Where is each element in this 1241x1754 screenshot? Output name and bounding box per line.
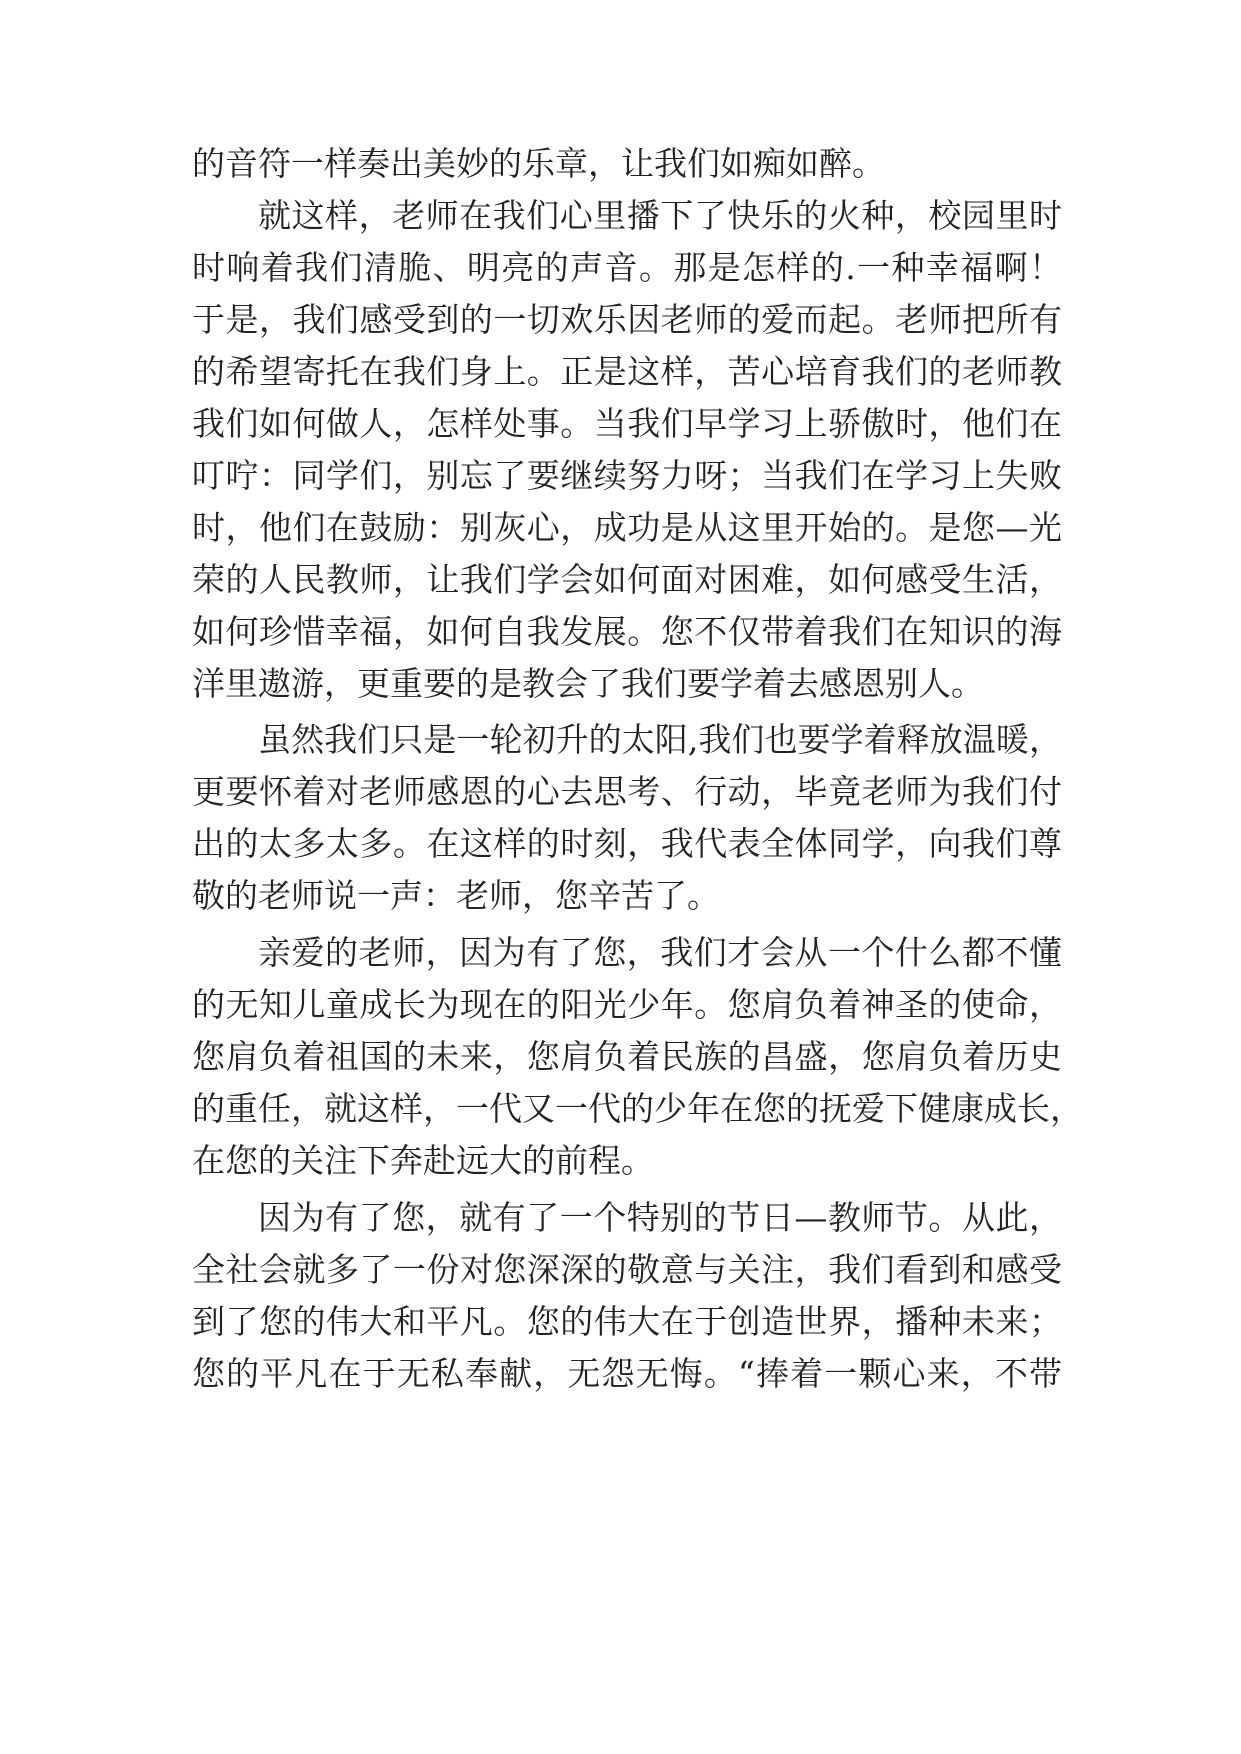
text-line: 出的太多太多。在这样的时刻，我代表全体同学，向我们尊 xyxy=(192,824,1062,863)
text-line: 敬的老师说一声：老师，您辛苦了。 xyxy=(192,876,720,915)
text-line: 因为有了您，就有了一个特别的节日—教师节。从此， xyxy=(258,1198,1062,1237)
text-line: 的音符一样奏出美妙的乐章，让我们如痴如醉。 xyxy=(192,144,885,183)
text-line: 到了您的伟大和平凡。您的伟大在于创造世界，播种未来； xyxy=(192,1302,1062,1341)
text-line: 时响着我们清脆、明亮的声音。那是怎样的.一种幸福啊！ xyxy=(192,248,1062,287)
text-line: 在您的关注下奔赴远大的前程。 xyxy=(192,1141,654,1180)
text-line: 亲爱的老师，因为有了您，我们才会从一个什么都不懂 xyxy=(258,933,1062,972)
text-line: 洋里遨游，更重要的是教会了我们要学着去感恩别人。 xyxy=(192,664,984,703)
text-line: 您的平凡在于无私奉献，无怨无悔。“捧着一颗心来，不带 xyxy=(192,1354,1062,1393)
text-line: 更要怀着对老师感恩的心去思考、行动，毕竟老师为我们付 xyxy=(192,772,1062,811)
text-line: 您肩负着祖国的未来，您肩负着民族的昌盛，您肩负着历史 xyxy=(192,1037,1062,1076)
text-line: 就这样，老师在我们心里播下了快乐的火种，校园里时 xyxy=(258,196,1062,235)
text-line: 如何珍惜幸福，如何自我发展。您不仅带着我们在知识的海 xyxy=(192,612,1062,651)
text-line: 我们如何做人，怎样处事。当我们早学习上骄傲时，他们在 xyxy=(192,404,1062,443)
text-line: 全社会就多了一份对您深深的敬意与关注，我们看到和感受 xyxy=(192,1250,1062,1289)
text-line: 的无知儿童成长为现在的阳光少年。您肩负着神圣的使命， xyxy=(192,985,1062,1024)
text-line: 叮咛：同学们，别忘了要继续努力呀；当我们在学习上失败 xyxy=(192,456,1062,495)
text-line: 虽然我们只是一轮初升的太阳,我们也要学着释放温暖， xyxy=(258,720,1062,759)
text-line: 的希望寄托在我们身上。正是这样，苦心培育我们的老师教 xyxy=(192,352,1062,391)
text-line: 时，他们在鼓励：别灰心，成功是从这里开始的。是您—光 xyxy=(192,508,1062,547)
text-line: 于是，我们感受到的一切欢乐因老师的爱而起。老师把所有 xyxy=(192,300,1062,339)
text-line: 荣的人民教师，让我们学会如何面对困难，如何感受生活， xyxy=(192,560,1062,599)
text-line: 的重任，就这样，一代又一代的少年在您的抚爱下健康成长， xyxy=(192,1089,1083,1128)
